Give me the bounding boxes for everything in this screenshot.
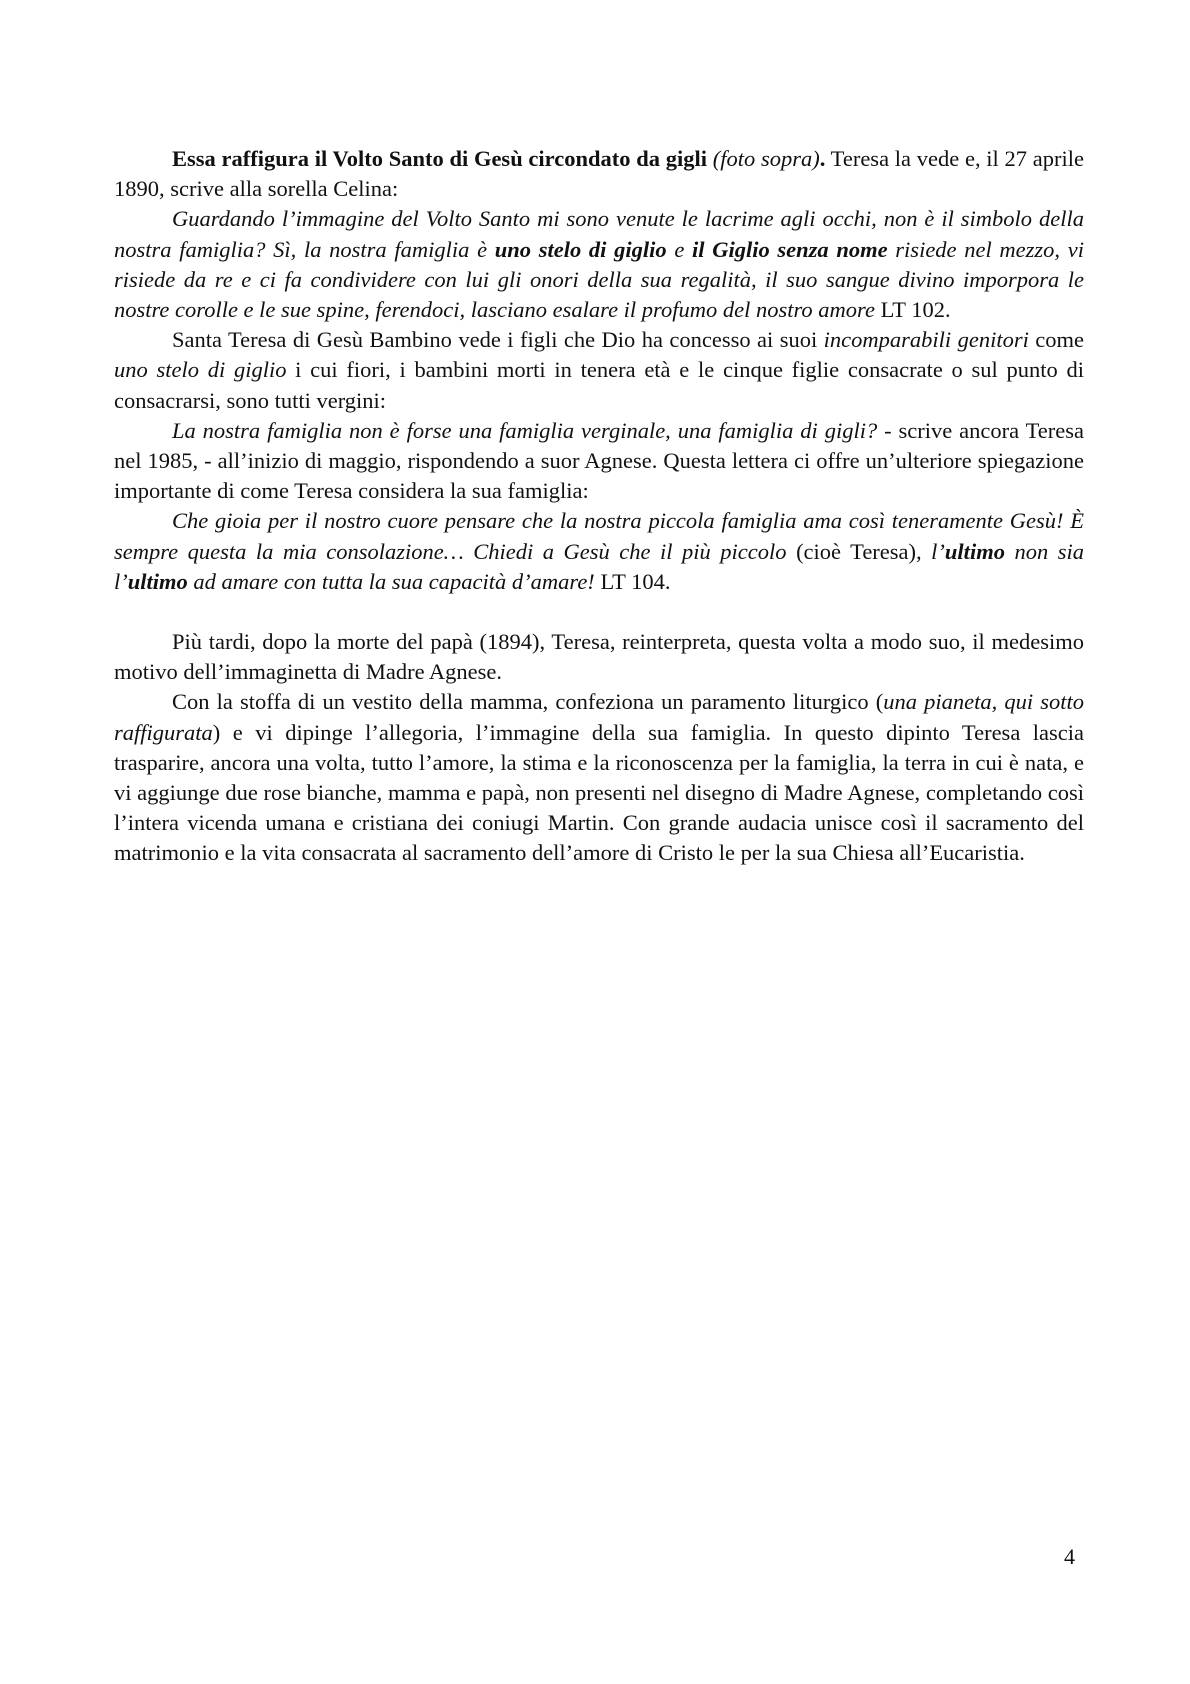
quote-famiglia-verginale [114, 416, 1084, 507]
letter-reference: LT 102. [874, 297, 951, 323]
paragraph-piu-tardi [114, 627, 1084, 687]
paragraph-text: Con la stoffa di un vestito della mamma, confeziona un paramento liturgico ( [172, 689, 884, 715]
quote-text: non sia l’ [114, 538, 1084, 594]
paragraph-text: - scrive ancora Teresa nel 1985, - all’inizio di maggio, rispondendo a suor Agnese. Questa lettera ci offre un’ulteriore spiegazione importante di come Teresa considera la sua famiglia: [114, 417, 1084, 504]
bold-italic-phrase: il Giglio senza nome [692, 236, 888, 262]
page-number: 4 [1064, 1544, 1075, 1569]
bold-italic-phrase: ultimo [127, 568, 188, 594]
italic-phrase: una pianeta, qui sotto raffigurata [114, 689, 1085, 745]
quote-text: ad amare con tutta la sua capacità d’amare! [187, 568, 595, 594]
quote-text: e [666, 236, 692, 262]
bold-italic-phrase: uno stelo di giglio [494, 236, 667, 262]
letter-reference: LT 104. [594, 568, 671, 594]
italic-photo-note: (foto sopra) [707, 146, 820, 171]
bold-period: . [819, 146, 826, 171]
paragraph-text: ) e vi dipinge l’allegoria, l’immagine della sua famiglia. In questo dipinto Teresa lascia trasparire, ancora una volta, tutto l’amore, la stima e la riconoscenza per la famiglia, la terra in cui è nata, e vi aggiunge due rose bianche, mamma e papà, non presenti nel disegno di Madre Agnese, completando così l’intera vicenda umana e cristiana dei coniugi Martin. Con grande audacia unisce così il sacramento del matrimonio e la vita consacrata al sacramento dell’amore di Cristo le per la sua Chiesa all’Eucaristia. [114, 719, 1084, 866]
quote-letter-104 [114, 506, 1084, 597]
paragraph-text: Santa Teresa di Gesù Bambino vede i figli che Dio ha concesso ai suoi [172, 327, 824, 353]
paragraph-text: Più tardi, dopo la morte del papà (1894), Teresa, reinterpreta, questa volta a modo suo, il medesimo motivo dell’immaginetta di Madre Agnese. [114, 629, 1084, 685]
quote-text: , l’ [916, 538, 945, 564]
quote-text: risiede nel mezzo, vi risiede da re e ci fa condividere con lui gli onori della sua regalità, il suo sangue divino imporpora le nostre corolle e le sue spine, ferendoci, lasciano esalare il profumo del nostro amore [114, 236, 1084, 323]
paragraph-text: come [1028, 327, 1084, 353]
bold-italic-phrase: ultimo [944, 538, 1005, 564]
paragraph-text: Teresa la vede e, il 27 aprile 1890, scrive alla sorella Celina: [114, 146, 1084, 202]
quote-text: Che gioia per il nostro cuore pensare che la nostra piccola famiglia ama così teneramente Gesù! È sempre questa la mia consolazione… Chiedi a Gesù che il più piccolo [114, 508, 1084, 564]
italic-phrase: uno stelo di giglio [114, 357, 287, 383]
paragraph-text: i cui fiori, i bambini morti in tenera età e le cinque figlie consacrate o sul punto di consacrarsi, sono tutti vergini: [114, 357, 1084, 413]
paragraph-stoffa [114, 687, 1084, 868]
paragraph-text: (cioè Teresa) [786, 538, 917, 564]
document-body [114, 144, 1084, 869]
quote-text: Guardando l’immagine del Volto Santo mi sono venute le lacrime agli occhi, non è il simbolo della nostra famiglia? Sì, la nostra famiglia è [114, 206, 1084, 262]
paragraph-intro [114, 144, 1084, 204]
quote-text: La nostra famiglia non è forse una famiglia verginale, una famiglia di gigli? [172, 417, 878, 443]
paragraph-santa-teresa [114, 325, 1084, 416]
quote-letter-102 [114, 204, 1084, 325]
italic-phrase: incomparabili genitori [823, 327, 1029, 353]
bold-lead-text: Essa raffigura il Volto Santo di Gesù circondato da gigli [172, 146, 707, 171]
